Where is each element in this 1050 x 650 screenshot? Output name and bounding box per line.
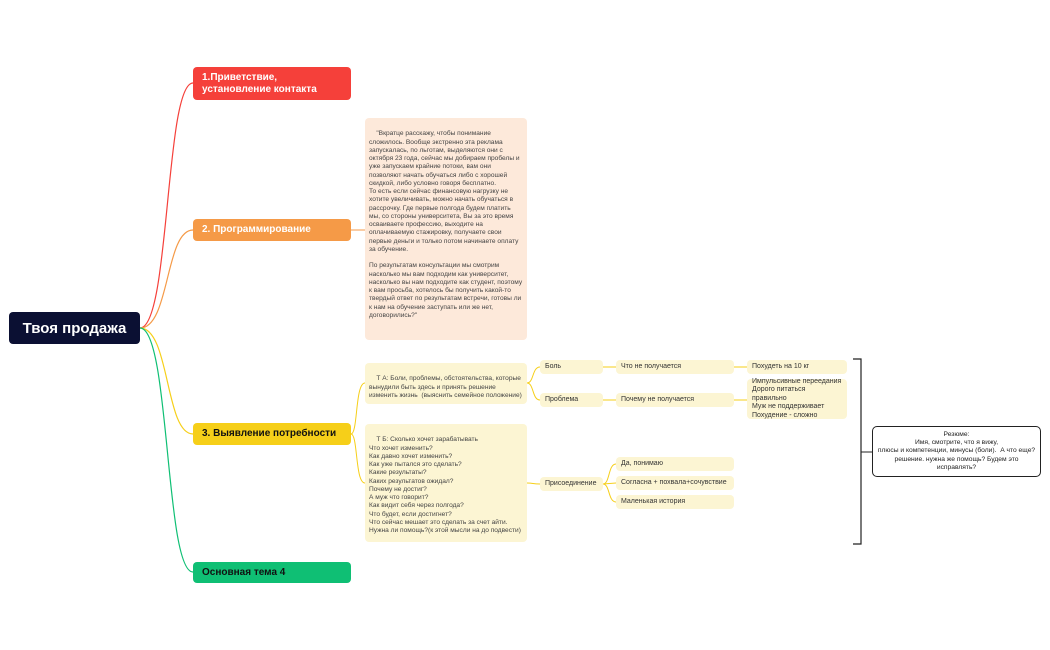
- pain-what-fails-node[interactable]: [616, 360, 734, 374]
- problem-reasons-node[interactable]: [747, 379, 847, 419]
- needs-to-ta-line: [351, 383, 365, 434]
- summary-text: Резюме: Имя, смотрите, что я вижу, плюсы и компетенции, минусы (боли). А что еще? решение. нужна же помощь? Будем это исправлять?: [877, 431, 1036, 471]
- problem-label: Проблема: [545, 395, 579, 403]
- needs-tb-note[interactable]: [365, 424, 527, 542]
- problem-why-label: Почему не получается: [621, 395, 695, 403]
- problem-why-node[interactable]: [616, 393, 734, 407]
- join-to-child-line: [603, 484, 616, 502]
- topic-needs-label: 3. Выявление потребности: [202, 428, 337, 439]
- ta-to-pain-line: [527, 367, 540, 383]
- programming-script-text: "Вкратце расскажу, чтобы понимание сложилось. Вообще экстренно эта реклама запускалась, по льготам, выделяются они с октября 23 года, сейчас мы добираем пробелы и уже запускаем крайние потоки, вам они позволяют начать обучаться либо с хорошей скидкой, либо условно говоря бесплатно. То есть если сейчас финансовую нагрузку не хотите увеличивать, можно начать обучаться в рассрочку. Где первые полгода будем платить мы, со стороны университета, Вы за это время осваиваете профессию, выходите на оплачиваемую стажировку, получаете свои первые деньги и только потом начинаете оплату за обучение. По результатам консультации мы смотрим насколько мы вам подходим как университет, насколько вы нам подходите как студент, поэтому к вам просьба, хотелось бы получить какой-то твердый ответ по результатам встречи, готовы ли к нам на обучение заступать или же нет, договорились?": [369, 130, 523, 319]
- tb-to-join-line: [527, 483, 540, 484]
- needs-to-tb-line: [351, 434, 365, 483]
- root-node[interactable]: [9, 312, 140, 344]
- summary-bracket: [853, 359, 861, 544]
- join-to-child-line: [603, 464, 616, 484]
- root-to-topic-line: [140, 83, 193, 328]
- topic-main-4-label: Основная тема 4: [202, 566, 286, 578]
- root-to-topic-line: [140, 328, 193, 572]
- needs-ta-text: Т А: Боли, проблемы, обстоятельства, которые вынудили быть здесь и принять решение изменить жизнь (выяснить семейное положение): [369, 375, 523, 399]
- topic-main-4[interactable]: [193, 562, 351, 583]
- root-to-topic-line: [140, 328, 193, 434]
- join-understand-label: Да, понимаю: [621, 459, 663, 467]
- programming-script-note[interactable]: [365, 118, 527, 340]
- pain-goal-node[interactable]: [747, 360, 847, 374]
- pain-what-fails-label: Что не получается: [621, 362, 682, 370]
- topic-needs[interactable]: [193, 423, 351, 445]
- topic-programming-label: 2. Программирование: [202, 224, 311, 235]
- topic-programming[interactable]: [193, 219, 351, 241]
- problem-node[interactable]: [540, 393, 603, 407]
- join-node[interactable]: [540, 477, 603, 491]
- join-story-node[interactable]: [616, 495, 734, 509]
- ta-to-problem-line: [527, 383, 540, 400]
- join-story-label: Маленькая история: [621, 497, 686, 505]
- join-label: Присоединение: [545, 479, 597, 487]
- pain-node[interactable]: [540, 360, 603, 374]
- topic-greeting-label: 1.Приветствие, установление контакта: [202, 71, 317, 95]
- join-understand-node[interactable]: [616, 457, 734, 471]
- pain-goal-label: Похудеть на 10 кг: [752, 362, 810, 370]
- root-label: Твоя продажа: [22, 319, 127, 337]
- topic-greeting[interactable]: [193, 67, 351, 100]
- needs-ta-note[interactable]: [365, 363, 527, 404]
- root-to-topic-line: [140, 230, 193, 328]
- join-agree-label: Согласна + похвала+сочувствие: [621, 478, 727, 486]
- summary-node[interactable]: [872, 426, 1041, 477]
- problem-reasons-label: Импульсивные переедания Дорого питаться правильно Муж не поддерживает Похудение - сложно: [752, 377, 842, 419]
- needs-tb-text: Т Б: Сколько хочет зарабатывать Что хочет изменить? Как давно хочет изменить? Как уже пытался это сделать? Какие результаты? Каких результатов ожидал? Почему не достиг? А муж что говорит? Как видит себя через полгода? Что будет, если достигнет? Что сейчас мешает это сделать за счет айти. Нужна ли помощь?(к этой мысли на до подвести): [369, 436, 521, 534]
- join-agree-node[interactable]: [616, 476, 734, 490]
- pain-label: Боль: [545, 362, 562, 370]
